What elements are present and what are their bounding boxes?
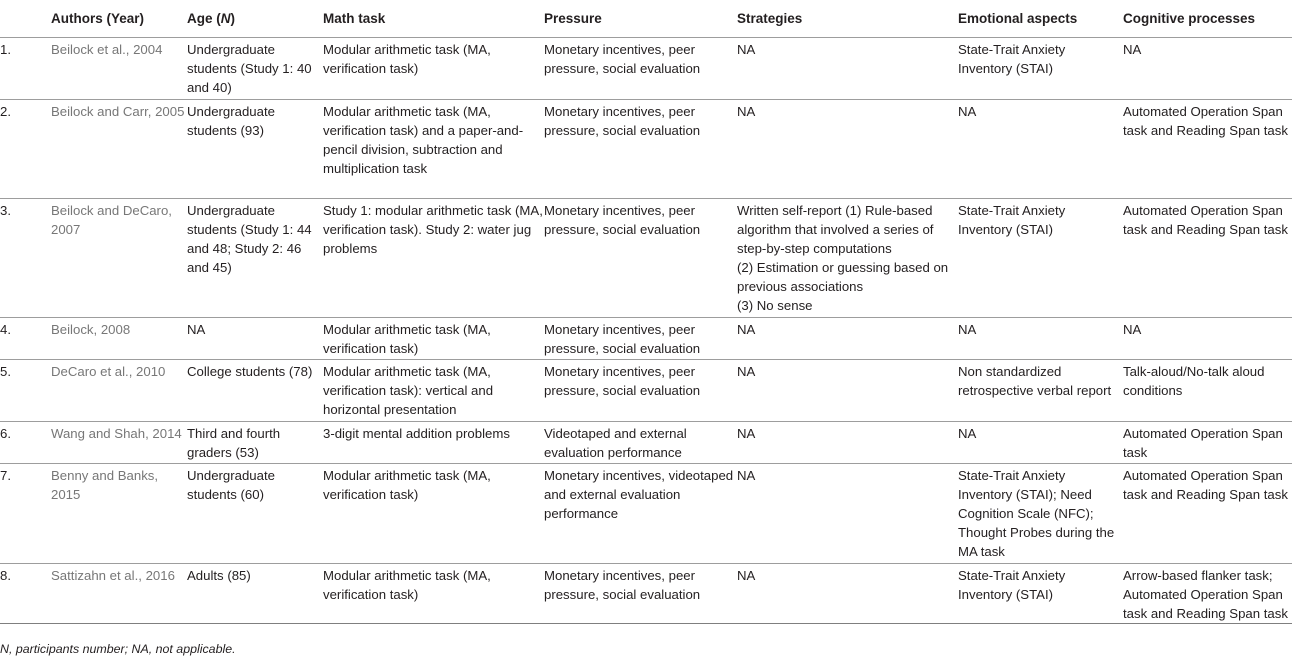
cell-authors <box>51 360 187 422</box>
cell-pressure-text: Monetary incentives, peer pressure, social evaluation <box>544 322 701 356</box>
table-body <box>0 38 1292 624</box>
cell-age-text: Undergraduate students (60) <box>187 468 275 502</box>
cell-emotional-aspects-text: State-Trait Anxiety Inventory (STAI) <box>958 568 1066 602</box>
table-row <box>0 199 1292 318</box>
cell-pressure <box>544 564 737 624</box>
table-row <box>0 422 1292 464</box>
cell-age-text: Third and fourth graders (53) <box>187 426 281 460</box>
cell-age-text: Undergraduate students (93) <box>187 104 275 138</box>
cell-cognitive-processes <box>1123 38 1292 100</box>
header-number <box>0 0 51 38</box>
cell-age-text: Adults (85) <box>187 568 251 583</box>
cell-pressure <box>544 38 737 100</box>
cell-emotional-aspects <box>958 318 1123 360</box>
cell-math-task <box>323 318 544 360</box>
cell-authors-text: Sattizahn et al., 2016 <box>51 568 175 583</box>
row-number <box>0 199 51 318</box>
table-header-row <box>0 0 1292 38</box>
row-number-text: 7. <box>0 468 11 483</box>
header-pressure: Pressure <box>544 0 737 38</box>
cell-authors-text: Beilock et al., 2004 <box>51 42 163 57</box>
cell-emotional-aspects-text: State-Trait Anxiety Inventory (STAI) <box>958 203 1066 237</box>
cell-age-text: NA <box>187 322 206 337</box>
cell-emotional-aspects <box>958 100 1123 199</box>
table-row <box>0 564 1292 624</box>
cell-pressure-text: Monetary incentives, peer pressure, social evaluation <box>544 364 701 398</box>
cell-cognitive-processes-text: Automated Operation Span task and Reading Span task <box>1123 468 1288 502</box>
header-emotional-aspects: Emotional aspects <box>958 0 1123 38</box>
header-age <box>187 0 323 38</box>
cell-age <box>187 422 323 464</box>
cell-authors <box>51 100 187 199</box>
cell-age <box>187 318 323 360</box>
header-age-label: Age ( <box>187 11 221 26</box>
cell-pressure <box>544 100 737 199</box>
cell-math-task-text: Study 1: modular arithmetic task (MA, verification task). Study 2: water jug problems <box>323 203 543 256</box>
cell-strategies-text: NA <box>737 568 756 583</box>
header-authors: Authors (Year) <box>51 0 187 38</box>
cell-cognitive-processes <box>1123 422 1292 464</box>
cell-math-task-text: Modular arithmetic task (MA, verification task) <box>323 42 491 76</box>
cell-emotional-aspects-text: NA <box>958 104 977 119</box>
cell-cognitive-processes <box>1123 318 1292 360</box>
cell-emotional-aspects <box>958 564 1123 624</box>
cell-strategies-text: NA <box>737 104 756 119</box>
cell-cognitive-processes-text: NA <box>1123 322 1142 337</box>
cell-math-task-text: Modular arithmetic task (MA, verification task) <box>323 468 491 502</box>
cell-authors <box>51 564 187 624</box>
cell-emotional-aspects-text: NA <box>958 426 977 441</box>
cell-age-text: College students (78) <box>187 364 313 379</box>
cell-cognitive-processes <box>1123 100 1292 199</box>
cell-age <box>187 564 323 624</box>
cell-emotional-aspects <box>958 199 1123 318</box>
table-row <box>0 38 1292 100</box>
cell-authors <box>51 464 187 564</box>
row-number <box>0 38 51 100</box>
cell-strategies <box>737 100 958 199</box>
row-number-text: 3. <box>0 203 11 218</box>
table-row <box>0 464 1292 564</box>
row-number <box>0 360 51 422</box>
cell-pressure-text: Videotaped and external evaluation performance <box>544 426 687 460</box>
row-number <box>0 464 51 564</box>
cell-authors-text: Beilock and DeCaro, 2007 <box>51 203 172 237</box>
row-number-text: 8. <box>0 568 11 583</box>
cell-strategies-text: NA <box>737 426 756 441</box>
cell-emotional-aspects <box>958 360 1123 422</box>
cell-cognitive-processes-text: Automated Operation Span task and Reading Span task <box>1123 203 1288 237</box>
cell-math-task <box>323 360 544 422</box>
cell-math-task-text: 3-digit mental addition problems <box>323 426 510 441</box>
row-number-text: 4. <box>0 322 11 337</box>
table-row <box>0 318 1292 360</box>
cell-emotional-aspects-text: State-Trait Anxiety Inventory (STAI) <box>958 42 1066 76</box>
header-age-n: N <box>220 11 231 26</box>
cell-emotional-aspects <box>958 422 1123 464</box>
cell-emotional-aspects <box>958 38 1123 100</box>
cell-pressure <box>544 422 737 464</box>
cell-authors <box>51 318 187 360</box>
cell-math-task <box>323 38 544 100</box>
header-strategies: Strategies <box>737 0 958 38</box>
cell-math-task <box>323 199 544 318</box>
cell-cognitive-processes <box>1123 464 1292 564</box>
cell-strategies-text: Written self-report (1) Rule-based algorithm that involved a series of step-by-step computations (2) Estimation or guessing based on previous associations (3) No sense <box>737 203 949 313</box>
cell-pressure-text: Monetary incentives, peer pressure, social evaluation <box>544 203 701 237</box>
cell-authors-text: Beilock and Carr, 2005 <box>51 104 185 119</box>
cell-age <box>187 360 323 422</box>
header-age-close: ) <box>230 11 235 26</box>
row-number-text: 1. <box>0 42 11 57</box>
cell-age <box>187 464 323 564</box>
cell-math-task-text: Modular arithmetic task (MA, verification task) and a paper-and- pencil division, subtraction and multiplication task <box>323 104 524 176</box>
row-number-text: 2. <box>0 104 11 119</box>
cell-cognitive-processes-text: Talk-aloud/No-talk aloud conditions <box>1123 364 1265 398</box>
cell-cognitive-processes <box>1123 564 1292 624</box>
cell-strategies <box>737 564 958 624</box>
cell-strategies <box>737 318 958 360</box>
cell-cognitive-processes-text: Automated Operation Span task <box>1123 426 1283 460</box>
cell-math-task-text: Modular arithmetic task (MA, verification task) <box>323 568 491 602</box>
cell-math-task <box>323 422 544 464</box>
row-number-text: 5. <box>0 364 11 379</box>
cell-strategies <box>737 464 958 564</box>
header-math-task: Math task <box>323 0 544 38</box>
cell-authors <box>51 422 187 464</box>
cell-strategies <box>737 422 958 464</box>
row-number-text: 6. <box>0 426 11 441</box>
cell-pressure <box>544 199 737 318</box>
cell-strategies-text: NA <box>737 468 756 483</box>
cell-authors-text: Wang and Shah, 2014 <box>51 426 182 441</box>
cell-emotional-aspects <box>958 464 1123 564</box>
cell-math-task <box>323 564 544 624</box>
cell-cognitive-processes-text: Arrow-based flanker task; Automated Operation Span task and Reading Span task <box>1123 568 1288 621</box>
header-cognitive-processes: Cognitive processes <box>1123 0 1292 38</box>
cell-authors <box>51 199 187 318</box>
cell-age-text: Undergraduate students (Study 1: 40 and 40) <box>187 42 312 95</box>
cell-pressure-text: Monetary incentives, peer pressure, social evaluation <box>544 42 701 76</box>
cell-math-task-text: Modular arithmetic task (MA, verification task): vertical and horizontal presentation <box>323 364 494 417</box>
table-row <box>0 360 1292 422</box>
cell-strategies-text: NA <box>737 42 756 57</box>
cell-strategies <box>737 360 958 422</box>
cell-emotional-aspects-text: NA <box>958 322 977 337</box>
cell-pressure-text: Monetary incentives, peer pressure, social evaluation <box>544 104 701 138</box>
cell-pressure-text: Monetary incentives, videotaped and external evaluation performance <box>544 468 734 521</box>
cell-strategies <box>737 38 958 100</box>
cell-emotional-aspects-text: Non standardized retrospective verbal report <box>958 364 1112 398</box>
row-number <box>0 100 51 199</box>
cell-pressure <box>544 318 737 360</box>
cell-cognitive-processes <box>1123 360 1292 422</box>
table-row <box>0 100 1292 199</box>
cell-age <box>187 100 323 199</box>
cell-age-text: Undergraduate students (Study 1: 44 and 48; Study 2: 46 and 45) <box>187 203 312 275</box>
cell-math-task <box>323 464 544 564</box>
table-footnote: N, participants number; NA, not applicable. <box>0 642 236 656</box>
cell-pressure-text: Monetary incentives, peer pressure, social evaluation <box>544 568 701 602</box>
cell-strategies-text: NA <box>737 364 756 379</box>
cell-math-task-text: Modular arithmetic task (MA, verification task) <box>323 322 491 356</box>
cell-cognitive-processes-text: NA <box>1123 42 1142 57</box>
cell-age <box>187 38 323 100</box>
cell-authors-text: Benny and Banks, 2015 <box>51 468 159 502</box>
row-number <box>0 422 51 464</box>
cell-authors-text: DeCaro et al., 2010 <box>51 364 166 379</box>
cell-math-task <box>323 100 544 199</box>
cell-cognitive-processes-text: Automated Operation Span task and Reading Span task <box>1123 104 1288 138</box>
row-number <box>0 318 51 360</box>
cell-emotional-aspects-text: State-Trait Anxiety Inventory (STAI); Need Cognition Scale (NFC); Thought Probes during the MA task <box>958 468 1115 559</box>
cell-pressure <box>544 464 737 564</box>
row-number <box>0 564 51 624</box>
cell-cognitive-processes <box>1123 199 1292 318</box>
cell-authors <box>51 38 187 100</box>
cell-strategies <box>737 199 958 318</box>
cell-strategies-text: NA <box>737 322 756 337</box>
cell-authors-text: Beilock, 2008 <box>51 322 131 337</box>
cell-pressure <box>544 360 737 422</box>
cell-age <box>187 199 323 318</box>
